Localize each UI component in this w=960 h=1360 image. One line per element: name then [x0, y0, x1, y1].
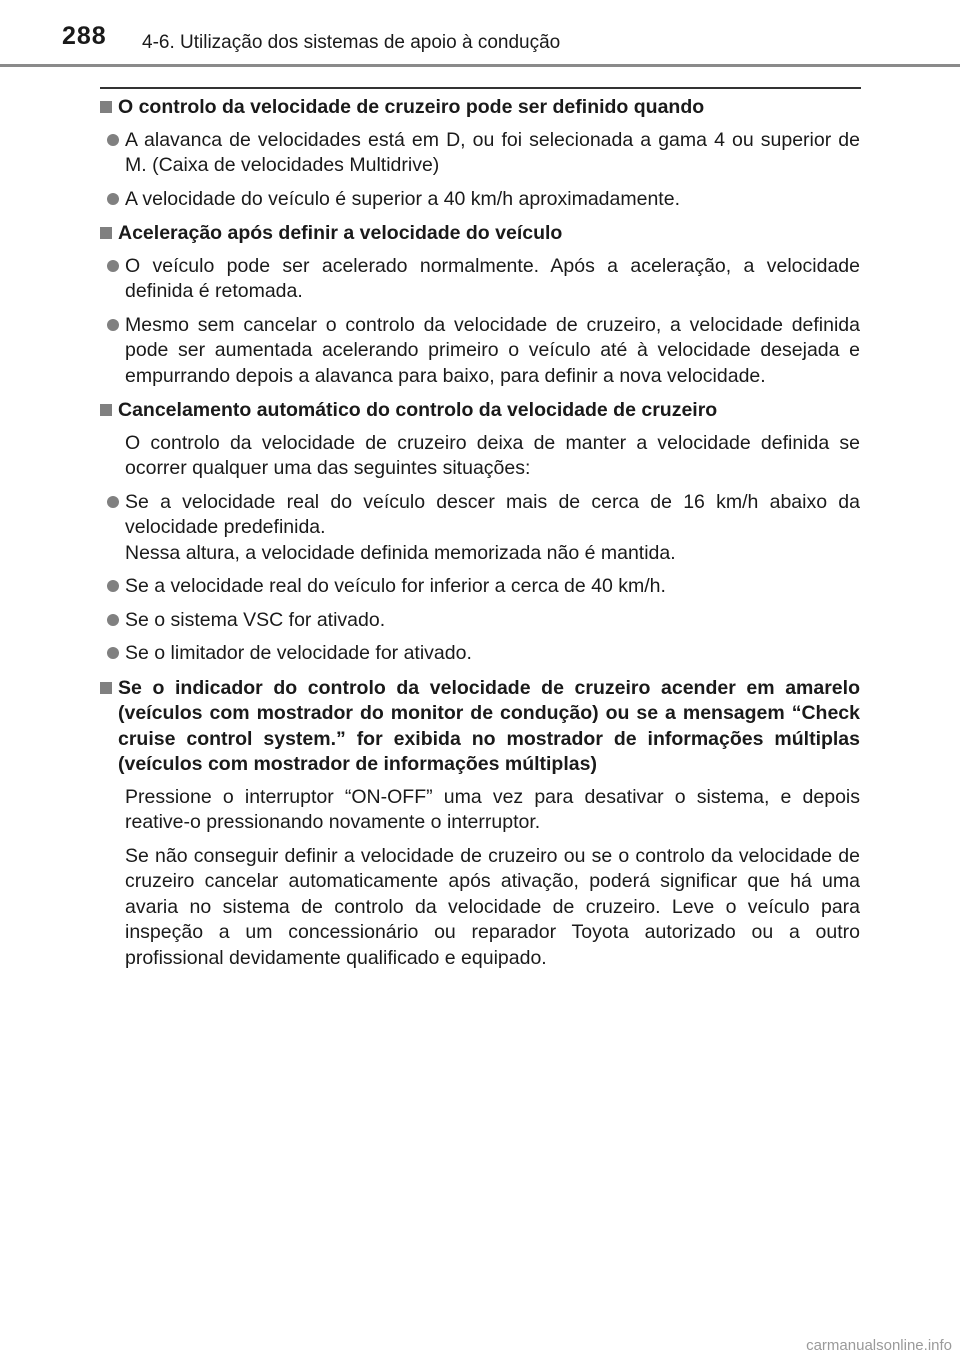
list-item — [107, 187, 860, 213]
heading-text: O controlo da velocidade de cruzeiro pode ser definido quando — [118, 96, 705, 118]
round-bullet-icon — [107, 193, 119, 205]
heading-text: Aceleração após definir a velocidade do veículo — [118, 222, 563, 244]
list-item — [107, 128, 860, 179]
list-item — [107, 490, 860, 567]
list-item-text: O veículo pode ser acelerado normalmente. Após a aceleração, a velocidade definida é retomada. — [125, 254, 860, 302]
list-item-text: Se o sistema VSC for ativado. — [125, 608, 386, 631]
list-item-note: Nessa altura, a velocidade definida memorizada não é mantida. — [125, 541, 676, 564]
square-bullet-icon — [100, 101, 112, 113]
heading-text: Cancelamento automático do controlo da velocidade de cruzeiro — [118, 399, 718, 421]
list-item-text: A alavanca de velocidades está em D, ou foi selecionada a gama 4 ou superior de M. (Caixa de velocidades Multidrive) — [125, 128, 860, 176]
body-paragraph: Pressione o interruptor “ON-OFF” uma vez para desativar o sistema, e depois reative-o pressionando novamente o interruptor. — [125, 785, 860, 833]
section-heading — [100, 398, 860, 424]
list-item — [107, 641, 860, 667]
list-item-text: Se o limitador de velocidade for ativado. — [125, 642, 472, 664]
section-heading — [100, 676, 860, 778]
section-indicator-warning — [100, 676, 860, 972]
list-item — [107, 313, 860, 390]
page-header — [0, 0, 960, 70]
list-item-text: A velocidade do veículo é superior a 40 km/h aproximadamente. — [125, 187, 680, 210]
section-cruise-set-conditions — [100, 95, 860, 212]
section-title: 4-6. Utilização dos sistemas de apoio à condução — [142, 32, 561, 53]
square-bullet-icon — [100, 404, 112, 416]
round-bullet-icon — [107, 260, 119, 272]
list-item-text: Se a velocidade real do veículo for inferior a cerca de 40 km/h. — [125, 575, 666, 597]
header-divider — [0, 64, 960, 67]
manual-content — [100, 95, 860, 980]
round-bullet-icon — [107, 319, 119, 331]
page-number: 288 — [62, 22, 107, 50]
list-item — [107, 574, 860, 600]
section-heading — [100, 95, 860, 121]
section-acceleration — [100, 221, 860, 389]
list-item — [107, 254, 860, 305]
square-bullet-icon — [100, 682, 112, 694]
list-item-text: Mesmo sem cancelar o controlo da velocidade de cruzeiro, a velocidade definida pode ser aumentada acelerando primeiro o veículo até à velocidade desejada e empurrando depois a alavanca para baixo, para definir a nova velocidade. — [125, 313, 860, 387]
list-item — [107, 608, 860, 634]
footer-watermark[interactable]: carmanualsonline.info — [806, 1337, 952, 1354]
round-bullet-icon — [107, 134, 119, 146]
body-paragraph: Se não conseguir definir a velocidade de cruzeiro ou se o controlo da velocidade de cruzeiro cancelar automaticamente após ativação, poderá significar que há uma avaria no sistema de controlo da velocidade de cruzeiro. Leve o veículo para inspeção a um concessionário ou reparador Toyota autorizado ou a outro profissional devidamente qualificado e equipado. — [125, 844, 860, 969]
square-bullet-icon — [100, 227, 112, 239]
section-intro: O controlo da velocidade de cruzeiro deixa de manter a velocidade definida se ocorrer qualquer uma das seguintes situações: — [125, 431, 860, 479]
content-divider — [100, 87, 861, 89]
heading-text: Se o indicador do controlo da velocidade de cruzeiro acender em amarelo (veículos com mostrador do monitor de condução) ou se a mensagem “Check cruise control system.” for exibida no mostrador de informações múltiplas (veículos com mostrador de informações múltiplas) — [118, 676, 860, 775]
round-bullet-icon — [107, 580, 119, 592]
section-heading — [100, 221, 860, 247]
round-bullet-icon — [107, 496, 119, 508]
round-bullet-icon — [107, 647, 119, 659]
list-item-text — [125, 490, 860, 567]
list-item-line: Se a velocidade real do veículo descer mais de cerca de 16 km/h abaixo da velocidade predefinida. — [125, 490, 860, 538]
section-automatic-cancel — [100, 398, 860, 667]
round-bullet-icon — [107, 614, 119, 626]
